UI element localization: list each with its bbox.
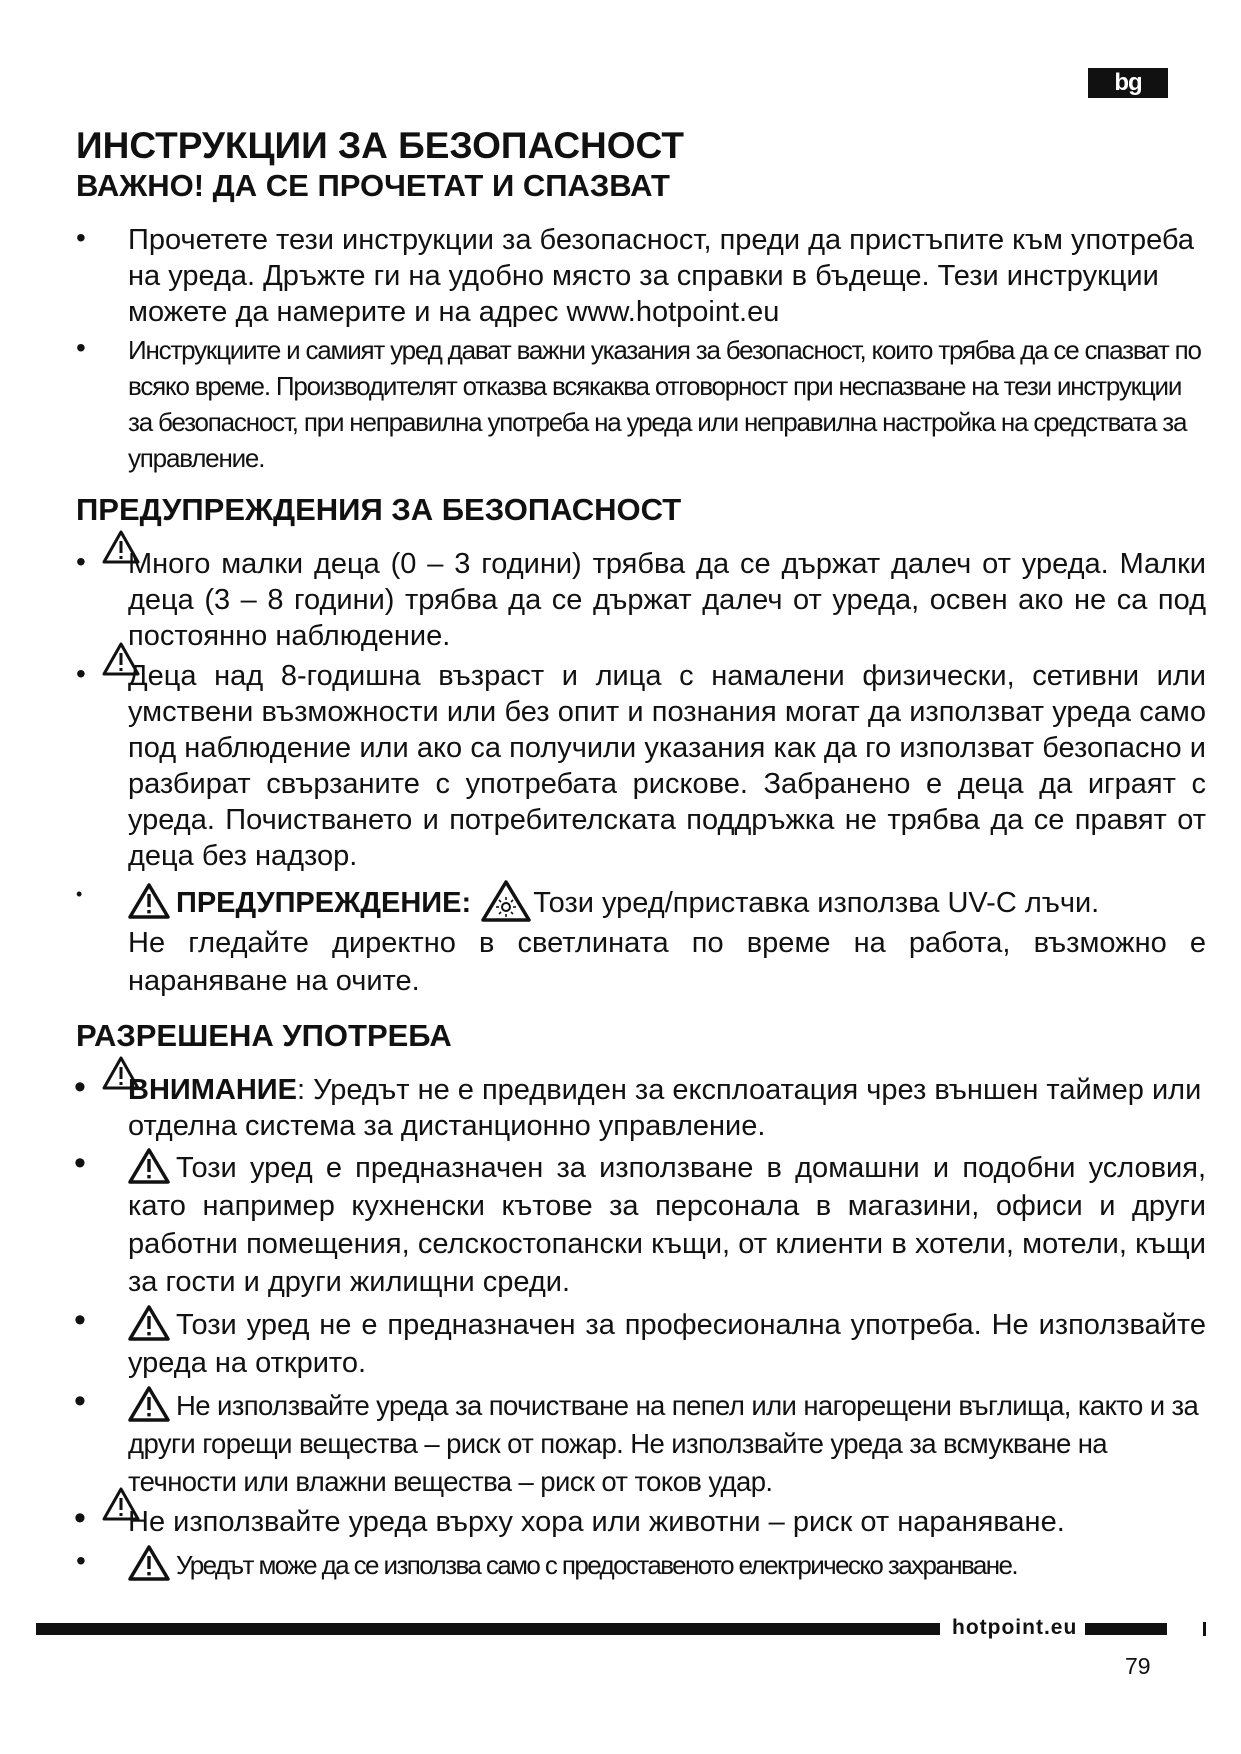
warning-triangle-icon [102,1056,140,1090]
language-badge: bg [1088,68,1168,98]
list-item [74,1144,1206,1301]
bullet: • [76,1545,86,1576]
permitted-text-2-body: Този уред е предназначен за използване в домашни и подобни условия, като например кухненски кътове за персонала в магазини, офиси и други работни помещения, селскостопански къщи, от клиенти в хотели, мотели, къщи за гости и други жилищни среди. [128,1152,1206,1298]
permitted-text-3 [128,1305,1206,1382]
intro-text-1: Прочетете тези инструкции за безопасност, преди да пристъпите към употреба на уреда. Дръжте ги на удобно място за справки в бъдеще. Тези инструкции можете да намерите и на адрес www.hotpoint.eu [128,224,1194,328]
bullet: • [74,1301,86,1339]
attention-text: : Уредът не е предвиден за експлоатация чрез външен таймер или отделна система за дистанционно управление. [128,1074,1202,1142]
safety-text-1: Много малки деца (0 – 3 години) трябва да се държат далеч от уреда. Малки деца (3 – 8 години) трябва да се държат далеч от уреда, освен ако не са под постоянно наблюдение. [128,548,1206,652]
list-item [76,546,1206,654]
intro-text-2: Инструкциите и самият уред дават важни указания за безопасност, които трябва да се спазват по всяко време. Производителят отказва всякаква отговорност при неспазване на тези инструкции за безопасност, при неправилна употреба на уреда или неправилна настройка на средствата за управление. [128,335,1201,473]
permitted-use-list [74,1068,1206,1584]
permitted-text-6 [128,1545,1206,1584]
page-title: ИНСТРУКЦИИ ЗА БЕЗОПАСНОСТ [76,125,684,166]
page-number: 79 [1125,1653,1151,1679]
list-item [76,1545,1206,1584]
footer-brand: hotpoint.eu [952,1616,1078,1639]
warning-triangle-icon [102,642,140,676]
footer-rule-right [1085,1623,1167,1635]
permitted-text-5: Не използвайте уреда върху хора или животни – риск от нараняване. [128,1506,1065,1538]
warning-label: ПРЕДУПРЕЖДЕНИЕ: [176,887,472,919]
bullet: • [76,332,86,363]
list-item [74,1068,1206,1144]
permitted-text-4-body: Не използвайте уреда за почистване на пепел или нагорещени въглища, както и за други горещи вещества – риск от пожар. Не използвайте уреда за всмукване на течности или влажни вещества – риск от токов удар. [128,1390,1199,1497]
permitted-text-1 [128,1072,1206,1144]
list-item [76,880,1206,1000]
permitted-use-heading: РАЗРЕШЕНА УПОТРЕБА [76,1018,452,1053]
intro-list [76,222,1206,476]
permitted-text-6-body: Уредът може да се използва само с предоставеното електрическо захранване. [176,1550,1017,1580]
safety-heading: ПРЕДУПРЕЖДЕНИЯ ЗА БЕЗОПАСНОСТ [76,492,682,527]
warning-triangle-icon [128,1148,170,1184]
warning-triangle-icon [102,530,140,564]
warning-triangle-icon [102,1487,140,1521]
bullet: • [76,658,86,689]
bullet: • [74,1382,86,1420]
list-item [74,1382,1206,1501]
permitted-text-3-body: Този уред не е предназначен за професионална употреба. Не използвайте уреда на открито. [128,1309,1206,1379]
warning-triangle-icon [128,883,170,919]
footer-rule-left [36,1623,940,1635]
bullet: • [76,884,83,904]
list-item [76,332,1206,476]
safety-list [76,546,1206,1000]
page-subtitle: ВАЖНО! ДА СЕ ПРОЧЕТАТ И СПАЗВАТ [76,168,670,203]
permitted-text-4 [128,1386,1206,1501]
warning-triangle-icon [128,1305,170,1341]
attention-label: ВНИМАНИЕ [128,1074,297,1106]
footer-tick [1203,1622,1206,1636]
permitted-text-2 [128,1148,1206,1301]
list-item [74,1301,1206,1382]
safety-warning-line [128,880,1206,924]
warning-triangle-icon [128,1545,170,1581]
list-item [76,658,1206,874]
bullet: • [74,1144,86,1182]
uv-warning-text: Този уред/приставка използва UV-C лъчи. [533,887,1100,919]
bullet: • [76,546,86,577]
bullet: • [74,1499,86,1537]
bullet: • [76,222,86,253]
safety-text-2: Деца над 8-годишна възраст и лица с намалени физически, сетивни или умствени възможности или без опит и познания могат да използват уреда само под наблюдение или ако са получили указания как да го използват безопасно и разбират свързаните с употребата рискове. Забранено е деца да играят с уреда. Почистването и потребителската поддръжка не трябва да се правят от деца без надзор. [128,660,1206,872]
bullet: • [74,1068,86,1106]
list-item [76,222,1206,330]
uv-radiation-warning-icon [481,880,531,922]
warning-triangle-icon [128,1386,170,1422]
list-item [74,1499,1206,1541]
uv-warning-rest: Не гледайте директно в светлината по време на работа, възможно е нараняване на очите. [128,927,1206,997]
